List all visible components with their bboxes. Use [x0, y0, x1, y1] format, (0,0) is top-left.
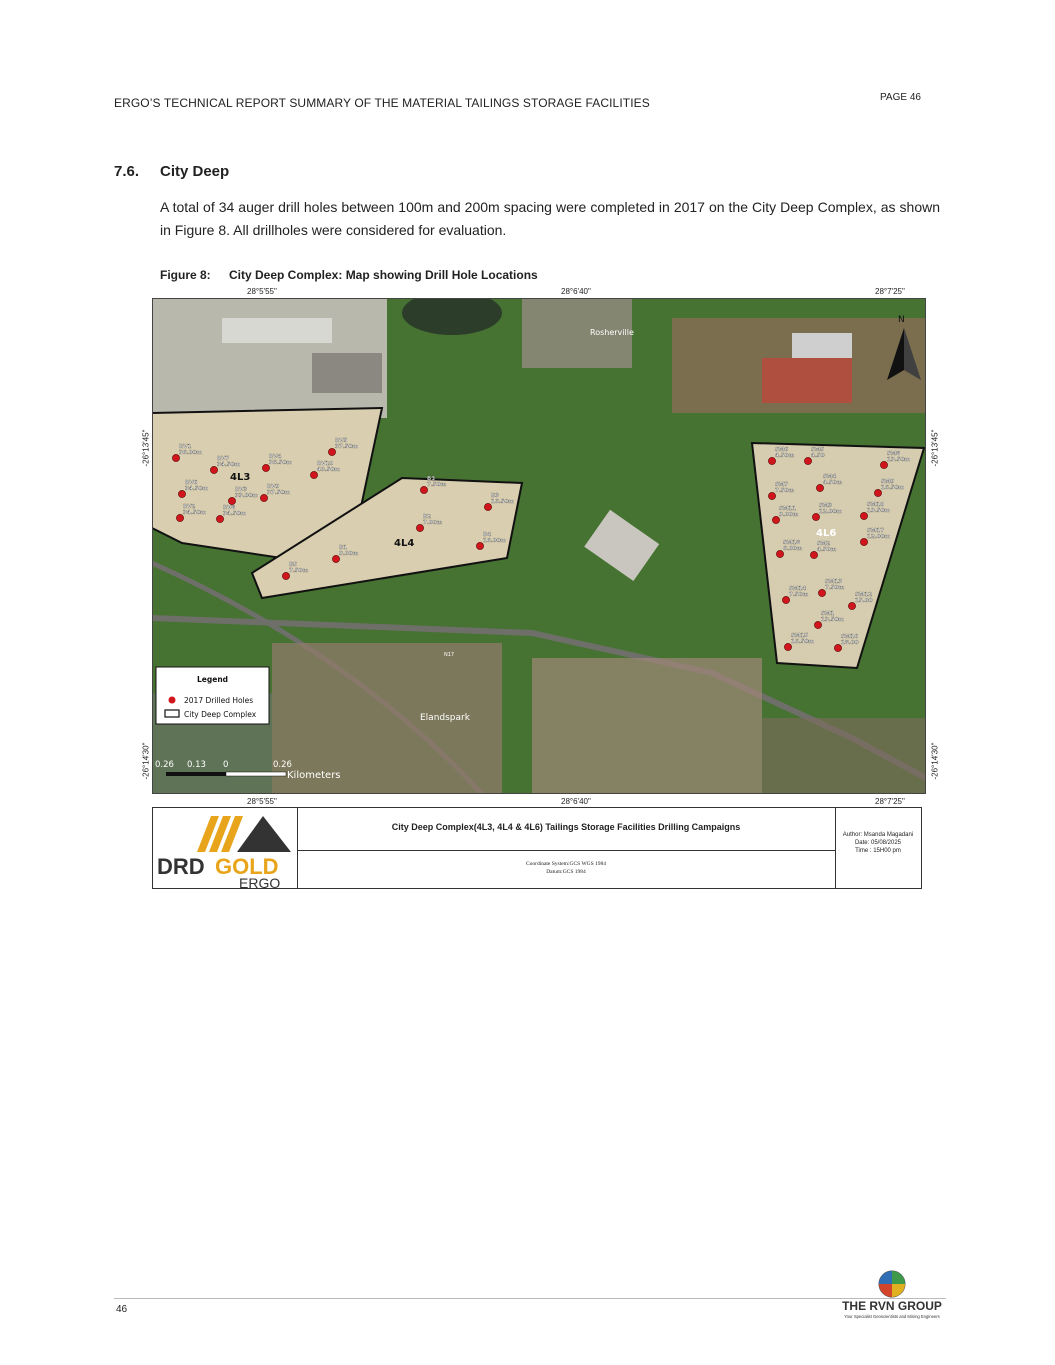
drill-hole-depth: 37.50m [335, 444, 359, 450]
drill-hole-id: RV2 [183, 504, 196, 510]
drill-hole-id: SM5 [811, 447, 825, 453]
coord-top-2: 28°6'40" [561, 287, 591, 296]
coord-right-1: -26°13'45" [930, 429, 940, 467]
title-block-title: City Deep Complex(4L3, 4L4 & 4L6) Tailings Storage Facilities Drilling Campaigns [391, 822, 741, 832]
drill-hole-depth: 19.50m [867, 508, 891, 514]
north-label: N [898, 315, 905, 325]
drill-hole-id: SM17 [867, 528, 885, 534]
coord-left-1: -26°13'45" [141, 429, 151, 467]
residential-south [532, 658, 762, 794]
page-label: PAGE 46 [880, 92, 921, 103]
footer-rule [114, 1298, 946, 1299]
drill-hole-id: SM9 [881, 479, 895, 485]
drill-hole-id: RV5 [335, 438, 348, 444]
road-label: N17 [444, 652, 455, 658]
drill-hole-id: SM11 [779, 506, 797, 512]
drill-hole-id: RV3 [235, 487, 248, 493]
drill-hole-id: B3 [491, 493, 500, 499]
drill-hole-depth: 7.50m [789, 592, 809, 598]
drill-hole-id: B2 [423, 514, 432, 520]
coord-bottom-2: 28°6'40" [561, 797, 591, 806]
section-number: 7.6. [114, 163, 140, 180]
drill-hole-depth: 12.00m [867, 534, 891, 540]
figure-number: Figure 8: [160, 268, 211, 282]
facility-4L3-label: 4L3 [230, 472, 251, 483]
logo-text-gold: GOLD [215, 854, 279, 879]
drill-hole-id: SM3 [819, 503, 833, 509]
coord-right-2: -26°14'30" [930, 742, 940, 780]
drill-hole-depth: 9.00m [779, 512, 799, 518]
drill-hole-depth: 34.50m [185, 486, 209, 492]
scale-bar-right [226, 772, 286, 776]
rvn-group-logo [833, 1268, 951, 1323]
scale-unit: Kilometers [287, 770, 341, 781]
drill-hole-depth: 4.50 [811, 453, 825, 459]
drill-hole-depth: 33.00m [235, 493, 259, 499]
logo-text-drd: DRD [157, 854, 205, 879]
legend-complex-symbol [165, 710, 179, 717]
drill-hole-id: SM7 [775, 482, 789, 488]
scale-label-2: 0.13 [187, 760, 206, 770]
legend-hole-symbol [169, 697, 176, 704]
drill-hole-depth: 7.50m [775, 488, 795, 494]
drill-hole-depth: 16.50m [491, 499, 515, 505]
drill-hole-depth: 16.50m [791, 639, 815, 645]
legend-title: Legend [197, 675, 229, 684]
rvn-tagline: Your Specialist Geoscientists and Mining Engineers [844, 1314, 940, 1319]
drill-hole-id: RV6 [185, 480, 198, 486]
facility-4L6-label: 4L6 [816, 528, 837, 539]
drill-hole-id: SM12 [855, 592, 873, 598]
time: Time : 15H00 pm [855, 848, 901, 854]
drill-hole-id: RV9 [267, 484, 280, 490]
drill-hole-id: RV10 [317, 461, 334, 467]
place-rosherville: Rosherville [590, 328, 634, 337]
drill-hole-map [152, 298, 926, 799]
scale-label-4: 0.26 [273, 760, 292, 770]
drill-hole-depth: 16.50m [881, 485, 905, 491]
drill-hole-depth: 4.50m [823, 480, 843, 486]
drill-hole-id: RV1 [179, 444, 192, 450]
drill-hole-depth: 7.50m [825, 585, 845, 591]
author: Author: Msanda Magadani [842, 832, 914, 838]
drill-hole-depth: 13.50m [887, 457, 911, 463]
drill-hole-depth: 12.00m [819, 509, 843, 515]
coord-top-3: 28°7'25" [875, 287, 905, 296]
date: Date: 05/08/2025 [854, 840, 902, 846]
drill-hole-depth: 18.00 [841, 640, 859, 646]
drill-hole-id: RV8 [223, 505, 236, 511]
figure-title: City Deep Complex: Map showing Drill Hole Locations [229, 268, 538, 282]
drill-hole-id: SM15 [791, 633, 809, 639]
drdgold-logo [153, 808, 298, 888]
drill-hole-id: SM16 [841, 634, 859, 640]
coord-left-2: -26°14'30" [141, 742, 151, 780]
scale-label-1: 0.26 [155, 760, 174, 770]
drill-hole-depth: 4.50m [817, 547, 837, 553]
drill-hole-id: B4 [483, 532, 492, 538]
map-title-block [152, 807, 922, 889]
coord-bottom-1: 28°5'55" [247, 797, 277, 806]
drill-hole-depth: 13.50m [821, 617, 845, 623]
drill-hole-depth: 40.50m [317, 467, 341, 473]
footer-page-number: 46 [116, 1304, 128, 1315]
drill-hole-id: SM1 [821, 611, 835, 617]
section-paragraph: A total of 34 auger drill holes between 100m and 200m spacing were completed in 2017 on the City Deep Complex, as shown in Figure 8. All drillholes were considered for evaluation. [160, 199, 940, 238]
coord-bottom-3: 28°7'25" [875, 797, 905, 806]
drill-hole-id: B1 [339, 545, 348, 551]
drill-hole-id: SM13 [825, 579, 843, 585]
rvn-brand-text: THE RVN GROUP [842, 1299, 942, 1313]
drill-hole-id: SM2 [817, 541, 831, 547]
drill-hole-depth: 16.00m [483, 538, 507, 544]
scale-label-3: 0 [223, 760, 229, 770]
facility-4L4-label: 4L4 [394, 538, 415, 549]
drill-hole-depth: 34.50m [217, 462, 241, 468]
drill-hole-id: RV7 [217, 456, 230, 462]
drill-hole-id: SM6 [775, 447, 789, 453]
running-header: ERGO’S TECHNICAL REPORT SUMMARY OF THE MATERIAL TAILINGS STORAGE FACILITIES [114, 96, 650, 110]
drill-hole-id: SM8 [887, 451, 901, 457]
drill-hole-id: RV4 [269, 454, 282, 460]
drill-hole-id: B3 [427, 476, 436, 482]
drill-hole-depth: 7.00m [423, 520, 443, 526]
coord-top-1: 28°5'55" [247, 287, 277, 296]
drill-hole-depth: 7.50m [289, 568, 309, 574]
scale-bar-left [166, 772, 226, 776]
drill-hole-id: SM18 [783, 540, 801, 546]
drill-hole-depth: 37.50m [267, 490, 291, 496]
drill-hole-depth: 7.50m [427, 482, 447, 488]
drill-hole-id: B5 [289, 562, 298, 568]
legend-item-holes: 2017 Drilled Holes [184, 696, 254, 705]
drill-hole-id: SM14 [789, 586, 807, 592]
place-elandspark: Elandspark [420, 713, 470, 723]
drill-hole-depth: 36.00m [179, 450, 203, 456]
logo-text-ergo: ERGO [239, 875, 281, 888]
drill-hole-depth: 9.00m [339, 551, 359, 557]
drill-hole-depth: 34.50m [223, 511, 247, 517]
datum: Datum:GCS 1984 [546, 869, 586, 875]
legend-item-complex: City Deep Complex [184, 710, 257, 719]
section-title: City Deep [160, 163, 230, 180]
drill-hole-depth: 15.00 [855, 598, 873, 604]
drill-hole-id: SM10 [867, 502, 885, 508]
coord-system: Coordinate System:GCS WGS 1984 [525, 861, 607, 867]
drill-hole-depth: 34.50m [183, 510, 207, 516]
drill-hole-id: SM4 [823, 474, 837, 480]
drill-hole-depth: 6.00m [783, 546, 803, 552]
drill-hole-depth: 36.50m [269, 460, 293, 466]
drill-hole-depth: 4.50m [775, 453, 795, 459]
